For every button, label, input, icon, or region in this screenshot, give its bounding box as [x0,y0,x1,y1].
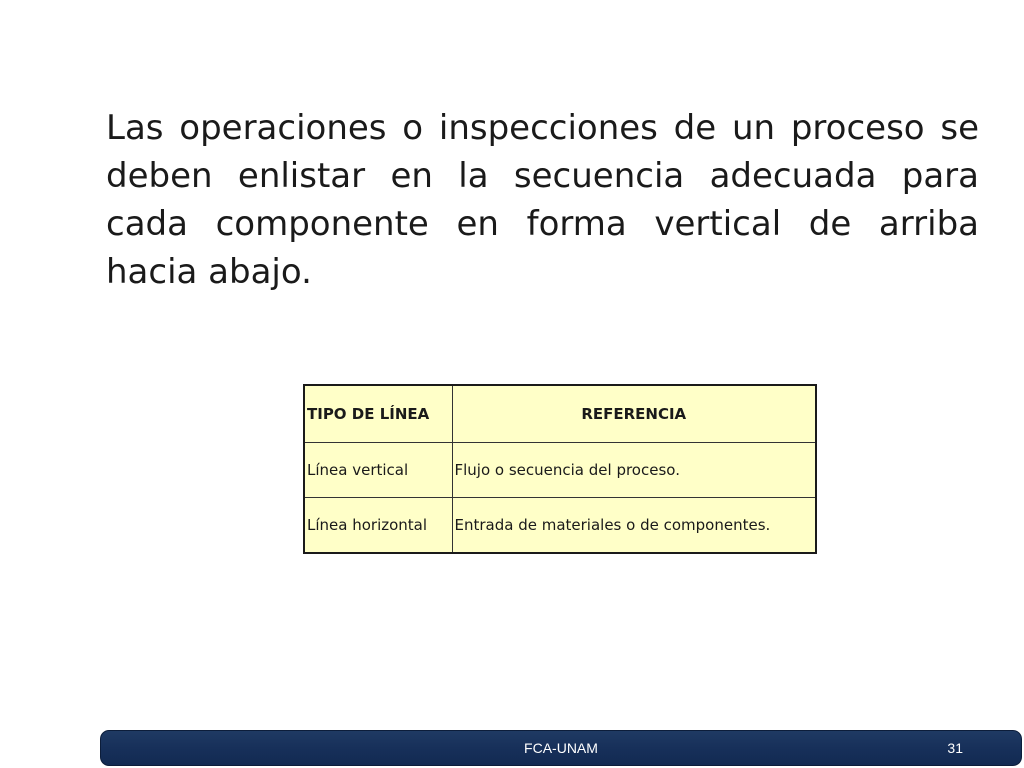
table-header-row [304,385,816,443]
slide-body-text: Las operaciones o inspecciones de un proceso se deben enlistar en la secuencia adecuada para cada componente en forma vertical de arriba hacia abajo. [106,108,979,292]
line-type-table [303,384,817,554]
page-number: 31 [947,740,963,756]
table-cell-reference: Entrada de materiales o de componentes. [452,498,816,554]
table-cell-line-type: Línea vertical [304,443,452,498]
table-row [304,498,816,554]
table-cell-line-type: Línea horizontal [304,498,452,554]
table-row [304,443,816,498]
table-header-line-type: TIPO DE LÍNEA [304,385,452,443]
footer-label: FCA-UNAM [524,740,598,756]
table-cell-reference: Flujo o secuencia del proceso. [452,443,816,498]
footer-bar [100,730,1022,766]
table-header-reference: REFERENCIA [452,385,816,443]
